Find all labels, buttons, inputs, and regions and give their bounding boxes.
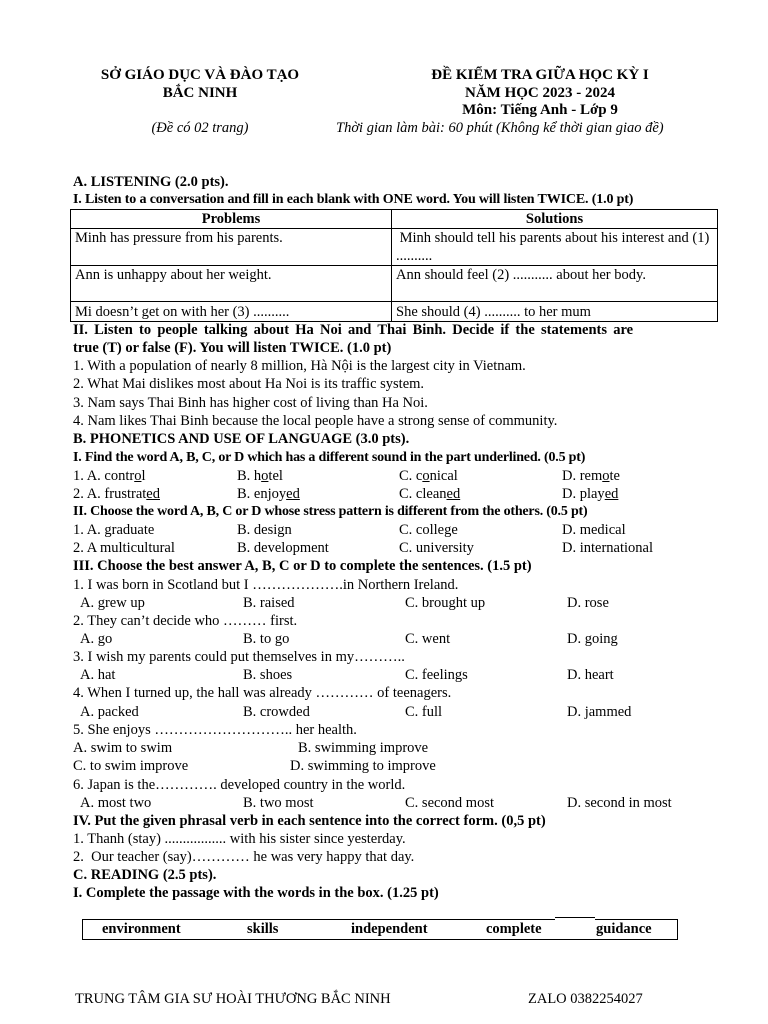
stress-option: B. development	[237, 540, 329, 556]
time-note: Thời gian làm bài: 60 phút (Không kể thời gian giao đề)	[336, 120, 664, 136]
answer-option: C. second most	[405, 795, 495, 811]
answer-option: A. most two	[80, 795, 152, 811]
header-province: BẮC NINH	[162, 85, 238, 101]
answer-option: D. going	[567, 631, 618, 647]
section-c-part1: I. Complete the passage with the words in the box. (1.25 pt)	[73, 885, 439, 901]
word-box-item: environment	[102, 921, 181, 937]
answer-option: B. raised	[243, 595, 295, 611]
statement: 3. Nam says Thai Binh has higher cost of living than Ha Noi.	[73, 395, 428, 411]
phonetics-option: C. cleaned	[399, 486, 461, 502]
answer-option: B. swimming improve	[298, 740, 429, 756]
section-b-title: B. PHONETICS AND USE OF LANGUAGE (3.0 pts).	[73, 431, 410, 447]
answer-option: D. swimming to improve	[290, 758, 436, 774]
answer-option: A. packed	[80, 704, 139, 720]
stress-option: D. medical	[562, 522, 626, 538]
table-cell-solution: Minh should tell his parents about his interest and (1) ..........	[392, 229, 718, 266]
subject-line: Môn: Tiếng Anh - Lớp 9	[462, 102, 618, 118]
answer-option: C. feelings	[405, 667, 468, 683]
answer-option: C. to swim improve	[73, 758, 189, 774]
table-cell-solution: She should (4) .......... to her mum	[392, 302, 718, 322]
table-header-problems: Problems	[71, 210, 392, 229]
phonetics-option: D. remote	[562, 468, 620, 484]
answer-option: A. grew up	[80, 595, 145, 611]
answer-option: B. shoes	[243, 667, 293, 683]
answer-option: A. go	[80, 631, 113, 647]
answer-option: A. hat	[80, 667, 116, 683]
word-box-item: guidance	[596, 921, 652, 937]
answer-option: B. crowded	[243, 704, 310, 720]
answer-option: C. full	[405, 704, 443, 720]
table-cell-problem: Mi doesn’t get on with her (3) ..........	[71, 302, 392, 322]
phonetics-option: 2. A. frustrated	[73, 486, 160, 502]
section-b-part2: II. Choose the word A, B, C or D whose stress pattern is different from the others. (0.5 pt)	[73, 504, 588, 519]
section-a-part2-line1: II. Listen to people talking about Ha Noi and Thai Binh. Decide if the statements are	[73, 322, 634, 338]
table-cell-solution: Ann should feel (2) ........... about her body.	[392, 266, 718, 302]
answer-option: B. to go	[243, 631, 290, 647]
phonetics-option: 1. A. control	[73, 468, 146, 484]
word-box-item: complete	[486, 921, 542, 937]
table-cell-problem: Minh has pressure from his parents.	[71, 229, 392, 266]
question-text: 3. I wish my parents could put themselves in my………..	[73, 649, 405, 665]
header-page-note: (Đề có 02 trang)	[151, 120, 249, 136]
question-text: 4. When I turned up, the hall was already ………… of teenagers.	[73, 685, 452, 701]
question-text: 6. Japan is the…………. developed country in the world.	[73, 777, 406, 793]
answer-option: C. went	[405, 631, 451, 647]
footer-center-name: TRUNG TÂM GIA SƯ HOÀI THƯƠNG BẮC NINH	[75, 991, 391, 1007]
word-box-item: skills	[247, 921, 279, 937]
answer-option: D. heart	[567, 667, 614, 683]
answer-option: C. brought up	[405, 595, 486, 611]
section-b-part4: IV. Put the given phrasal verb in each sentence into the correct form. (0,5 pt)	[73, 813, 546, 829]
answer-option: D. rose	[567, 595, 609, 611]
question-text: 1. Thanh (stay) ................. with his sister since yesterday.	[73, 831, 406, 847]
statement: 1. With a population of nearly 8 million, Hà Nội is the largest city in Vietnam.	[73, 358, 526, 374]
phonetics-option: B. hotel	[237, 468, 283, 484]
answer-option: A. swim to swim	[73, 740, 173, 756]
section-c-title: C. READING (2.5 pts).	[73, 867, 217, 883]
stress-option: D. international	[562, 540, 654, 556]
table-cell-problem: Ann is unhappy about her weight.	[71, 266, 392, 302]
phonetics-option: B. enjoyed	[237, 486, 300, 502]
answer-option: B. two most	[243, 795, 314, 811]
school-year: NĂM HỌC 2023 - 2024	[465, 85, 615, 101]
section-a-title: A. LISTENING (2.0 pts).	[73, 174, 229, 190]
section-a-part2-line2: true (T) or false (F). You will listen TWICE. (1.0 pt)	[73, 340, 392, 356]
header-department: SỞ GIÁO DỤC VÀ ĐÀO TẠO	[100, 67, 300, 83]
section-b-part3: III. Choose the best answer A, B, C or D to complete the sentences. (1.5 pt)	[73, 558, 532, 574]
section-b-part1: I. Find the word A, B, C, or D which has a different sound in the part underlined. (0.5 pt)	[73, 450, 586, 465]
statement: 2. What Mai dislikes most about Ha Noi is its traffic system.	[73, 376, 425, 392]
table-header-solutions: Solutions	[392, 210, 718, 229]
question-text: 1. I was born in Scotland but I ……………….in Northern Ireland.	[73, 577, 459, 593]
phonetics-option: D. played	[562, 486, 619, 502]
statement: 4. Nam likes Thai Binh because the local people have a strong sense of community.	[73, 413, 558, 429]
stress-option: 1. A. graduate	[73, 522, 155, 538]
question-text: 5. She enjoys ……………………….. her health.	[73, 722, 357, 738]
word-box-top-border	[555, 917, 595, 918]
footer-contact: ZALO 0382254027	[528, 991, 643, 1007]
question-text: 2. Our teacher (say)………… he was very happy that day.	[73, 849, 415, 865]
answer-option: D. jammed	[567, 704, 632, 720]
question-text: 2. They can’t decide who ……… first.	[73, 613, 298, 629]
stress-option: 2. A multicultural	[73, 540, 175, 556]
stress-option: C. college	[399, 522, 458, 538]
exam-title: ĐỀ KIỂM TRA GIỮA HỌC KỲ I	[431, 67, 649, 83]
word-box-item: independent	[351, 921, 428, 937]
stress-option: C. university	[399, 540, 474, 556]
phonetics-option: C. conical	[399, 468, 458, 484]
section-a-part1: I. Listen to a conversation and fill in each blank with ONE word. You will listen TWICE. (1.0 pt)	[73, 192, 634, 207]
stress-option: B. design	[237, 522, 292, 538]
answer-option: D. second in most	[567, 795, 672, 811]
word-box	[82, 919, 678, 940]
listening-table	[70, 209, 718, 322]
